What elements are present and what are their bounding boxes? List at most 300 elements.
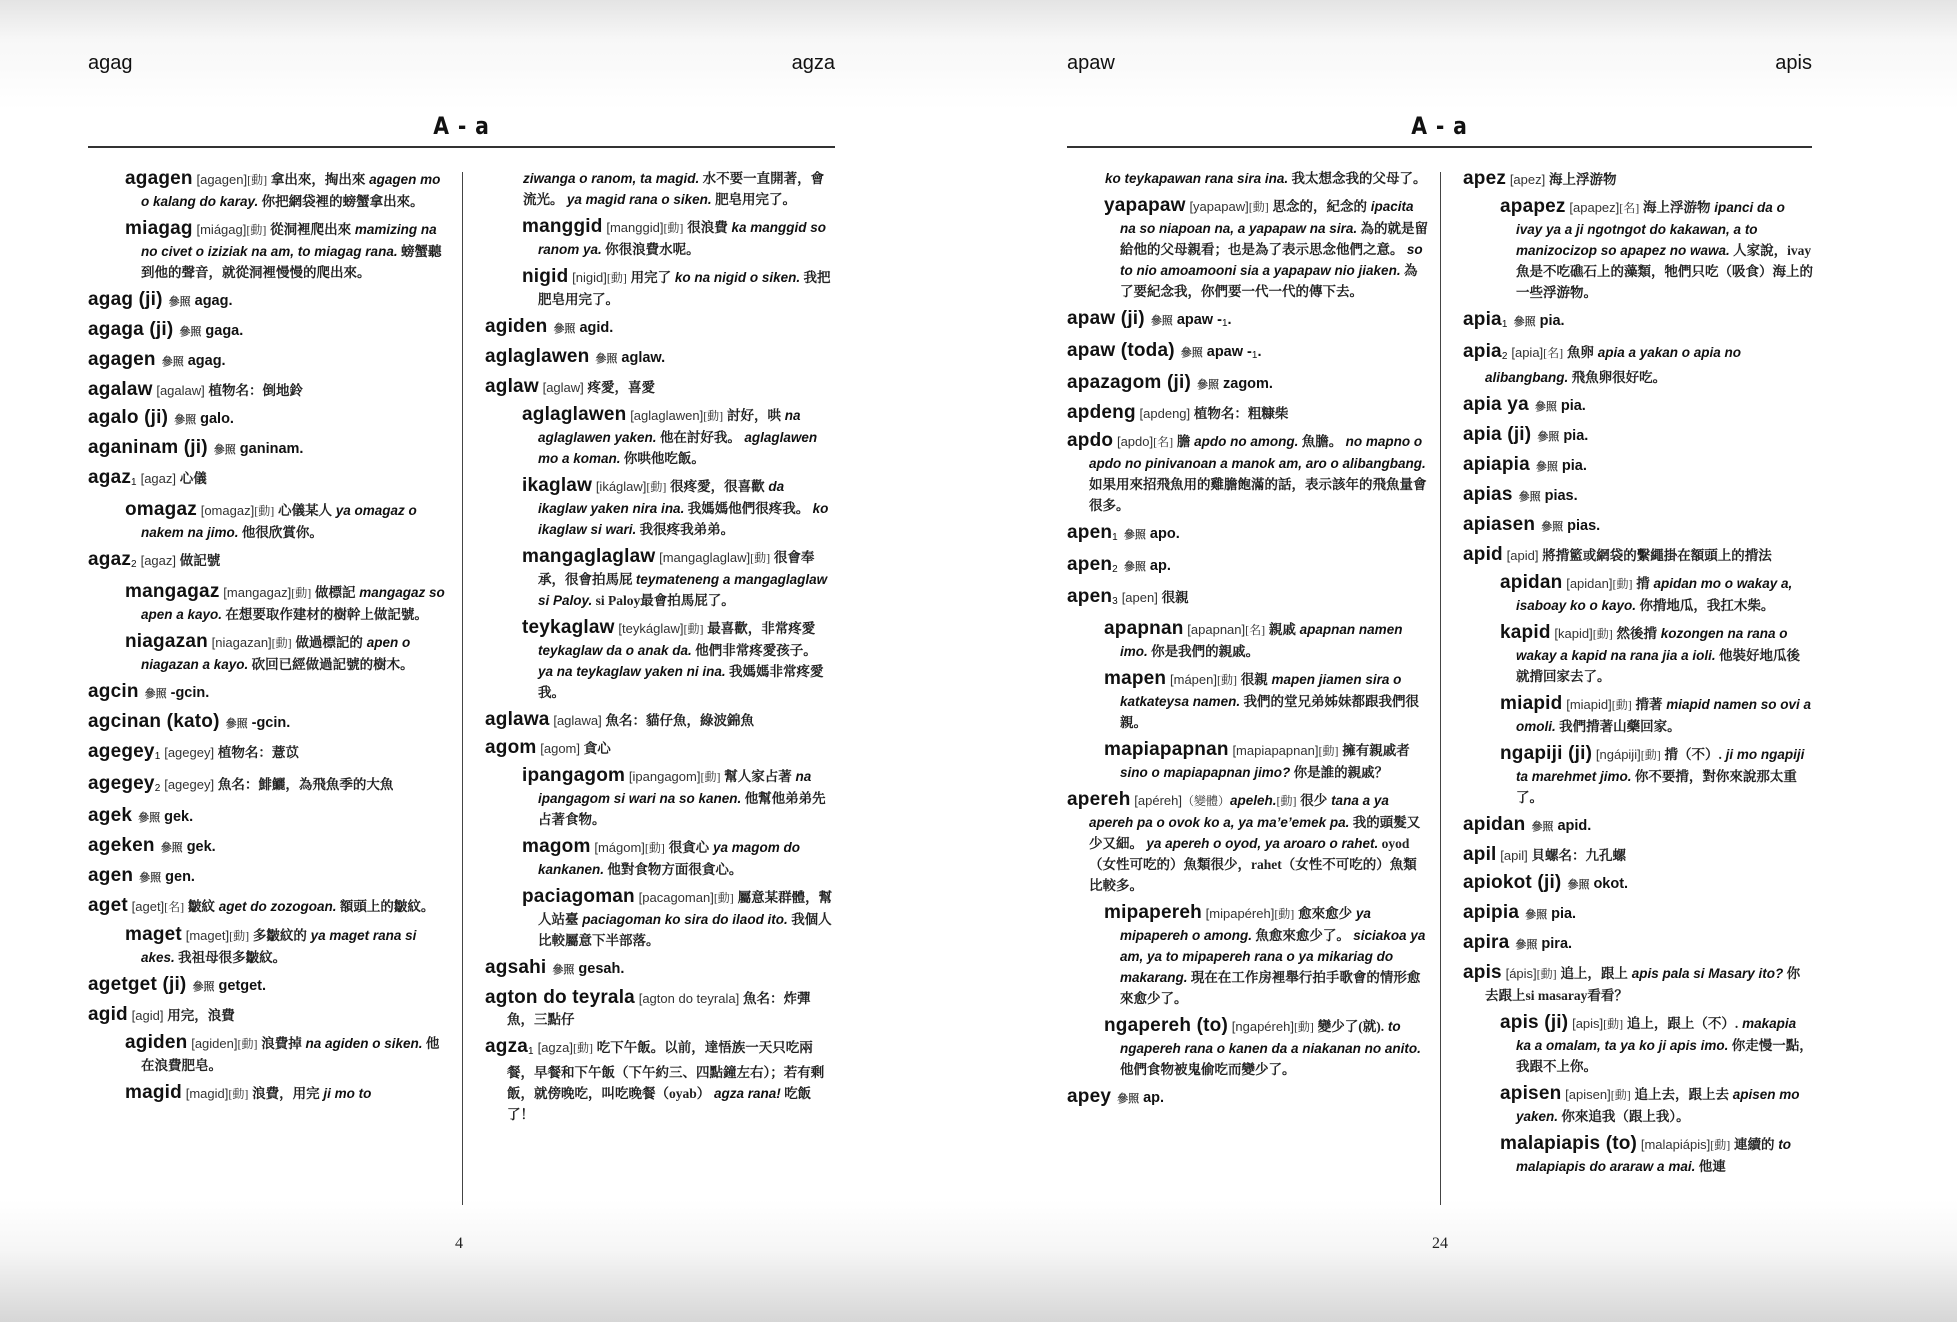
gloss: 魚名：炸彈魚，三點仔 xyxy=(507,991,811,1027)
headword: niagazan xyxy=(125,631,208,652)
pronunciation: [agza] xyxy=(537,1040,573,1055)
gloss: 海上浮游物 xyxy=(1549,172,1617,187)
translation-text: 你把網袋裡的螃蟹拿出來。 xyxy=(258,194,424,209)
cross-reference-entry xyxy=(88,805,450,829)
sub-entry xyxy=(485,836,835,880)
part-of-speech: [動] xyxy=(237,1037,258,1051)
reference-end: . xyxy=(1257,344,1262,360)
example-text: apapnan namen imo. xyxy=(1120,622,1403,659)
translation-text: 如果用來招飛魚用的雞膽飽滿的話，表示該年的飛魚量會很多。 xyxy=(1089,477,1427,513)
cross-reference-entry xyxy=(1463,902,1813,926)
example-text: sino o mapiapapnan jimo? xyxy=(1120,765,1291,780)
gloss: 連續的 xyxy=(1733,1137,1775,1152)
example-text: to malapiapis do araraw a mai. xyxy=(1516,1137,1791,1174)
dictionary-entry xyxy=(88,379,450,401)
gloss: 屬意某群體，幫人站臺 xyxy=(538,890,833,927)
pronunciation: [mapiapapnan] xyxy=(1232,743,1319,758)
part-of-speech: [動] xyxy=(1592,627,1613,641)
reference-target: ap. xyxy=(1143,1090,1165,1106)
part-of-speech: [動] xyxy=(1276,794,1297,808)
reference-target: pias. xyxy=(1567,518,1601,534)
headword: apia$_1$ xyxy=(1463,309,1508,330)
pronunciation: [ipangagom] xyxy=(628,769,701,784)
dictionary-entry xyxy=(485,376,835,398)
cross-reference-entry xyxy=(88,289,450,313)
pronunciation: [mápen] xyxy=(1170,672,1217,687)
pronunciation: [malapiápis] xyxy=(1640,1137,1711,1152)
gloss: 做過標記的 xyxy=(295,635,363,650)
example-text: ji mo to xyxy=(323,1086,372,1101)
headword: apia ya xyxy=(1463,394,1529,415)
page-number: 24 xyxy=(1432,1235,1448,1252)
sub-entry xyxy=(88,218,450,283)
example-text: makapia ka a omalam, ta ya ko ji apis imo. xyxy=(1516,1016,1797,1053)
reference-target: pia. xyxy=(1560,398,1586,414)
sub-entry xyxy=(1067,1015,1429,1080)
headword: agen xyxy=(88,865,134,886)
pronunciation: [ikáglaw] xyxy=(595,479,647,494)
sub-entry xyxy=(1067,195,1429,302)
reference-target: gesah. xyxy=(578,961,625,977)
cross-reference-entry xyxy=(1067,1086,1429,1110)
part-of-speech: [動] xyxy=(663,221,684,235)
cross-reference-entry xyxy=(88,319,450,343)
see-also-label: 參照 xyxy=(1534,401,1557,413)
headword: yapapaw xyxy=(1104,195,1186,216)
dictionary-entry xyxy=(88,549,450,575)
example-text: apia a yakan o apia no alibangbang. xyxy=(1485,345,1742,385)
cross-reference-entry xyxy=(1463,932,1813,956)
translation-text: 我媽媽他們很疼我。 xyxy=(684,501,813,516)
headword: teykaglaw xyxy=(522,617,615,638)
running-head-first: agag xyxy=(88,52,133,74)
part-of-speech: [動] xyxy=(1536,967,1557,981)
part-of-speech: [動] xyxy=(606,271,627,285)
headword: nigid xyxy=(522,266,569,287)
headword: mipapereh xyxy=(1104,902,1202,923)
part-of-speech: [動] xyxy=(750,551,771,565)
see-also-label: 參照 xyxy=(1180,347,1203,359)
headword: aglaw xyxy=(485,376,539,397)
headword: mangaglaglaw xyxy=(522,546,656,567)
see-also-label: 參照 xyxy=(192,981,215,993)
pronunciation: [maget] xyxy=(185,928,230,943)
see-also-label: 參照 xyxy=(595,353,618,365)
translation-text: 他裝好地瓜後就揹回家去了。 xyxy=(1516,648,1800,684)
section-rule xyxy=(1067,146,1812,148)
translation-text: 很會奉承，很會拍馬屁 xyxy=(538,550,815,587)
reference-target: gen. xyxy=(165,869,195,885)
pronunciation: [agegey] xyxy=(164,745,215,760)
example-text: ya magom do kankanen. xyxy=(538,840,800,877)
cross-reference-entry xyxy=(1463,394,1813,418)
headword: agiden xyxy=(125,1032,188,1053)
reference-target: agag. xyxy=(194,293,233,309)
gloss: 心儀 xyxy=(179,471,207,486)
translation-text: 魚膽。 xyxy=(1298,434,1346,449)
sub-entry xyxy=(1067,618,1429,662)
headword: apia$_2$ xyxy=(1463,341,1508,362)
dictionary-entry xyxy=(485,709,835,731)
dictionary-entry xyxy=(88,773,450,799)
example-text: na agiden o siken. xyxy=(305,1036,423,1051)
sub-entry xyxy=(485,765,835,830)
headword: apdeng xyxy=(1067,402,1136,423)
example-text: tana a ya apereh pa o ovok ko a, ya ma’e’emek pa. xyxy=(1089,793,1389,830)
homonym-number: 2 xyxy=(1501,351,1508,362)
headword: paciagoman xyxy=(522,886,635,907)
part-of-speech: [動] xyxy=(271,636,292,650)
pronunciation: [apil] xyxy=(1500,848,1528,863)
part-of-speech: [名] xyxy=(1543,346,1564,360)
example-text: siciakoa ya am, ya to mipapereh rana o ya mikariag do makarang. xyxy=(1120,928,1426,985)
headword: aglawa xyxy=(485,709,550,730)
translation-text: 他在討好我。 xyxy=(656,430,745,445)
translation-text: 我們揹著山藥回家。 xyxy=(1555,719,1681,734)
headword: agek xyxy=(88,805,133,826)
headword: apez xyxy=(1463,168,1507,189)
continued-entry-text xyxy=(485,168,835,210)
reference-target: zagom. xyxy=(1223,376,1273,392)
headword: apaw (toda) xyxy=(1067,340,1175,361)
gloss: 浪費掉 xyxy=(261,1036,302,1051)
headword: magid xyxy=(125,1082,182,1103)
pronunciation: [apid] xyxy=(1506,548,1539,563)
example-text: ji mo ngapiji ta marehmet jimo. xyxy=(1516,747,1805,784)
translation-text: 你是誰的親戚？ xyxy=(1290,765,1389,780)
translation-text: 他連 xyxy=(1695,1159,1726,1174)
sub-entry xyxy=(1463,1133,1813,1177)
dictionary-entry xyxy=(485,1036,835,1125)
column-divider xyxy=(1440,172,1441,1205)
see-also-label: 參照 xyxy=(1513,316,1536,328)
headword: apen$_1$ xyxy=(1067,522,1118,543)
gloss: 做標記 xyxy=(314,585,356,600)
example-text: paciagoman ko sira do ilaod ito. xyxy=(582,912,788,927)
see-also-label: 參照 xyxy=(139,872,162,884)
pronunciation: [apapnan] xyxy=(1187,622,1246,637)
gloss: 海上浮游物 xyxy=(1643,200,1711,215)
gloss: 親戚 xyxy=(1268,622,1296,637)
headword: apias xyxy=(1463,484,1513,505)
column-3 xyxy=(1067,168,1429,1116)
dictionary-entry xyxy=(485,737,835,759)
headword: omagaz xyxy=(125,499,197,520)
pronunciation: [yapapaw] xyxy=(1189,199,1249,214)
homonym-number: 1 xyxy=(528,1046,534,1057)
gloss: 浪費，用完 xyxy=(252,1086,320,1101)
part-of-speech: [動] xyxy=(1612,577,1633,591)
cross-reference-entry xyxy=(1463,424,1813,448)
cross-reference-entry xyxy=(88,681,450,705)
headword: apapnan xyxy=(1104,618,1184,639)
example-text: aglaglawen mo a koman. xyxy=(538,430,818,466)
reference-target: pias. xyxy=(1544,488,1578,504)
headword: aglaglawen xyxy=(485,346,590,367)
pronunciation: [niagazan] xyxy=(211,635,272,650)
dictionary-entry xyxy=(1463,544,1813,566)
translation-text: 吃飯了！ xyxy=(507,1086,812,1122)
homonym-number: 2 xyxy=(154,783,161,794)
translation-text: 你走慢一點，我跟不上你。 xyxy=(1516,1038,1813,1074)
cross-reference-entry xyxy=(1067,554,1429,580)
part-of-speech: [名] xyxy=(1153,435,1174,449)
reference-target: -gcin. xyxy=(251,715,291,731)
headword: agag (ji) xyxy=(88,289,163,310)
reference-target: apaw - xyxy=(1176,312,1222,328)
example-text: kozongen na rana o wakay a kapid na rana jia a ioli. xyxy=(1516,626,1788,663)
gloss: 吃下午飯。以前，達悟族一天只吃兩餐，早餐和下午飯（下午約三、四點鐘左右）；若有剩飯，就傍晚吃，叫吃晚餐（oyab） xyxy=(507,1040,825,1101)
headword: malapiapis (to) xyxy=(1500,1133,1638,1154)
gloss: 變少了(就). xyxy=(1317,1019,1385,1034)
headword: apiasen xyxy=(1463,514,1536,535)
homonym-number: 2 xyxy=(131,559,137,570)
headword: aganinam (ji) xyxy=(88,437,208,458)
gloss: 很親 xyxy=(1161,590,1189,605)
gloss: 貪心 xyxy=(583,741,611,756)
gloss: 從洞裡爬出來 xyxy=(270,222,352,237)
gloss: 做記號 xyxy=(179,553,221,568)
gloss: 幫人家占著 xyxy=(724,769,792,784)
reference-target: gaga. xyxy=(205,323,244,339)
reference-target: galo. xyxy=(200,411,234,427)
gloss: 拿出來，掏出來 xyxy=(270,172,366,187)
cross-reference-entry xyxy=(88,349,450,373)
pronunciation: [aget] xyxy=(131,899,165,914)
headword: apis xyxy=(1463,962,1502,983)
sub-entry xyxy=(485,617,835,703)
headword: agcin xyxy=(88,681,139,702)
example-text: apisen mo yaken. xyxy=(1516,1087,1800,1124)
pronunciation: [apis] xyxy=(1572,1016,1604,1031)
part-of-speech: [動] xyxy=(1640,748,1661,762)
headword: magom xyxy=(522,836,591,857)
cross-reference-entry xyxy=(88,711,450,735)
example-text: da ikaglaw yaken nira ina. xyxy=(538,479,785,516)
part-of-speech: [動] xyxy=(703,409,724,423)
see-also-label: 參照 xyxy=(552,964,575,976)
headword: agegey$_2$ xyxy=(88,773,161,794)
example-text: apis pala si Masary ito? xyxy=(1631,966,1784,981)
headword: miagag xyxy=(125,218,193,239)
translation-text: 螃蟹聽到他的聲音，就從洞裡慢慢的爬出來。 xyxy=(141,244,442,280)
translation-text: 你來追我（跟上我）。 xyxy=(1558,1109,1690,1124)
gloss: 植物名：倒地鈴 xyxy=(208,383,304,398)
example-text: mangagaz so apen a kayo. xyxy=(141,585,445,622)
reference-target: agid. xyxy=(579,320,614,336)
example-text: ya apereh o oyod, ya aroaro o rahet. xyxy=(1146,836,1379,851)
gloss: 皺紋 xyxy=(187,899,215,914)
pronunciation: [apez] xyxy=(1509,172,1546,187)
reference-target: pia. xyxy=(1539,313,1565,329)
see-also-label: 參照 xyxy=(174,414,197,426)
headword: maget xyxy=(125,924,182,945)
gloss: 魚名：鯡鱺，為飛魚季的大魚 xyxy=(217,777,394,792)
running-head-first: apaw xyxy=(1067,52,1115,74)
part-of-speech: [動] xyxy=(1603,1017,1624,1031)
gloss: 很貪心 xyxy=(668,840,710,855)
sub-entry xyxy=(88,631,450,675)
translation-text: 在想要取作建材的樹幹上做記號。 xyxy=(222,607,428,622)
gloss: 很疼愛，很喜歡 xyxy=(670,479,765,494)
reference-target: okot. xyxy=(1593,876,1629,892)
translation-text: 我個人比較屬意下半部落。 xyxy=(538,912,832,948)
part-of-speech: （變體） xyxy=(1181,794,1230,808)
headword: agalaw xyxy=(88,379,153,400)
headword: apen$_3$ xyxy=(1067,586,1118,607)
part-of-speech: [名] xyxy=(1619,201,1640,215)
pronunciation: [ngapéreh] xyxy=(1231,1019,1294,1034)
part-of-speech: [動] xyxy=(1710,1138,1731,1152)
translation-text: 為了要紀念我，你們要一代一代的傳下去。 xyxy=(1120,263,1418,299)
part-of-speech: [動] xyxy=(229,929,250,943)
headword: mapen xyxy=(1104,668,1167,689)
example-text: agagen mo o kalang do karay. xyxy=(141,172,441,209)
cross-reference-entry xyxy=(88,974,450,998)
homonym-number: 3 xyxy=(1112,596,1118,607)
pronunciation: [agiden] xyxy=(191,1036,238,1051)
dictionary-entry xyxy=(1463,341,1813,388)
pronunciation: [apisen] xyxy=(1565,1087,1611,1102)
part-of-speech: [動] xyxy=(1293,1020,1314,1034)
pronunciation: [teykáglaw] xyxy=(618,621,684,636)
part-of-speech: [動] xyxy=(700,770,721,784)
translation-text: 你揹地瓜，我扛木柴。 xyxy=(1636,598,1775,613)
headword: agid xyxy=(88,1004,128,1025)
translation-text: 你去跟上si masaray看看？ xyxy=(1485,966,1801,1003)
gloss: 疼愛，喜愛 xyxy=(587,380,656,395)
headword: apiapia xyxy=(1463,454,1530,475)
headword: agetget (ji) xyxy=(88,974,187,995)
pronunciation: [agid] xyxy=(131,1008,164,1023)
variant-form: apeleh. xyxy=(1230,793,1277,808)
reference-target: apaw - xyxy=(1206,344,1252,360)
cross-reference-entry xyxy=(1067,522,1429,548)
pronunciation: [ápis] xyxy=(1505,966,1537,981)
gloss: 討好，哄 xyxy=(726,408,781,423)
sub-entry xyxy=(88,168,450,212)
example-text: mamizing na no civet o iziziak na am, to miagag rana. xyxy=(141,222,437,259)
see-also-label: 參照 xyxy=(1197,379,1220,391)
translation-text: 砍回已經做過記號的樹木。 xyxy=(248,657,414,672)
pronunciation: [omagaz] xyxy=(200,503,255,518)
reference-target: gek. xyxy=(186,839,216,855)
example-text: aget do zozogoan. xyxy=(218,899,337,914)
example-text: na ipangagom si wari na so kanen. xyxy=(538,769,812,806)
headword: ageken xyxy=(88,835,155,856)
continued-entry-text xyxy=(1067,168,1429,189)
cross-reference-entry xyxy=(1067,308,1429,334)
example-text: no mapno o apdo no pinivanoan a manok am, aro o alibangbang. xyxy=(1089,434,1426,471)
gloss: 揹 xyxy=(1636,576,1650,591)
part-of-speech: [動] xyxy=(573,1041,593,1055)
see-also-label: 參照 xyxy=(225,718,248,730)
pronunciation: [nigid] xyxy=(572,270,607,285)
pronunciation: [apidan] xyxy=(1566,576,1613,591)
gloss: 揹著 xyxy=(1635,697,1663,712)
part-of-speech: [動] xyxy=(1611,698,1632,712)
dictionary-entry xyxy=(1463,844,1813,866)
example-text: na aglaglawen yaken. xyxy=(538,408,801,445)
reference-target: pira. xyxy=(1541,936,1573,952)
part-of-speech: [動] xyxy=(1248,200,1269,214)
example-text: apen o niagazan a kayo. xyxy=(141,635,411,672)
see-also-label: 參照 xyxy=(179,326,202,338)
cross-reference-entry xyxy=(88,865,450,889)
headword: agagen xyxy=(125,168,193,189)
reference-target: getget. xyxy=(218,978,266,994)
dictionary-entry xyxy=(1067,586,1429,612)
dictionary-entry xyxy=(1067,789,1429,896)
see-also-label: 參照 xyxy=(1567,879,1590,891)
translation-text: si Paloy最會拍馬屁了。 xyxy=(592,593,735,608)
headword: agza$_1$ xyxy=(485,1036,534,1057)
example-text: mapen jiamen sira o katkateysa namen. xyxy=(1120,672,1402,709)
pronunciation: [agom] xyxy=(540,741,580,756)
translation-text: 肥皂用完了。 xyxy=(711,192,797,207)
homonym-number: 1 xyxy=(1112,532,1118,543)
translation-text: 我很疼我弟弟。 xyxy=(636,522,735,537)
left-page xyxy=(88,0,835,1322)
part-of-speech: [動] xyxy=(247,173,268,187)
pronunciation: [mipapéreh] xyxy=(1205,906,1275,921)
see-also-label: 參照 xyxy=(1150,315,1173,327)
see-also-label: 參照 xyxy=(1535,461,1558,473)
gloss: 思念的，紀念的 xyxy=(1272,199,1367,214)
example-text: apidan mo o wakay a, isaboay ko o kayo. xyxy=(1516,576,1793,613)
see-also-label: 參照 xyxy=(1518,491,1541,503)
gloss: 用完了 xyxy=(630,270,672,285)
headword: agegey$_1$ xyxy=(88,741,161,762)
pronunciation: [agton do teyrala] xyxy=(638,991,740,1006)
cross-reference-entry xyxy=(1067,340,1429,366)
translation-text: 你是我們的親戚。 xyxy=(1147,644,1260,659)
headword: aget xyxy=(88,895,128,916)
translation-text: 我太想念我的父母了。 xyxy=(1288,171,1427,186)
part-of-speech: [動] xyxy=(254,504,275,518)
headword: ikaglaw xyxy=(522,475,593,496)
sub-entry xyxy=(485,886,835,951)
translation-text: 我們的堂兄弟姊妹都跟我們很親。 xyxy=(1120,694,1419,730)
part-of-speech: [動] xyxy=(646,480,667,494)
pronunciation: [kapid] xyxy=(1554,626,1593,641)
example-text: ipanci da o ivay ya a ji ngotngot do kakawan, a to manizocizop so apapez no wawa. xyxy=(1516,200,1785,258)
running-head-last: agza xyxy=(791,52,835,74)
gloss: 魚卵 xyxy=(1566,345,1594,360)
pronunciation: [aglawa] xyxy=(553,713,602,728)
example-text: teykaglaw da o anak da. xyxy=(538,643,692,658)
headword: mangagaz xyxy=(125,581,220,602)
dictionary-entry xyxy=(1067,402,1429,424)
cross-reference-entry xyxy=(88,835,450,859)
example-text: so to nio amoamooni sia a yapapaw nio jiaken. xyxy=(1120,242,1423,278)
translation-text: 他在浪費肥皂。 xyxy=(141,1036,440,1073)
pronunciation: [magid] xyxy=(185,1086,229,1101)
part-of-speech: [動] xyxy=(1274,907,1295,921)
pronunciation: [apia] xyxy=(1511,345,1544,360)
reference-target: pia. xyxy=(1561,458,1587,474)
translation-text: oyod（女性可吃的）魚類很少，rahet（女性不可吃的）魚類比較多。 xyxy=(1089,836,1417,893)
reference-target: -gcin. xyxy=(170,685,210,701)
translation-text: 魚愈來愈少了。 xyxy=(1252,928,1354,943)
translation-text: 你很浪費水呢。 xyxy=(601,242,700,257)
example-text: miapid namen so ovi a omoli. xyxy=(1516,697,1812,734)
example-text: teymateneng a mangaglaglaw si Paloy. xyxy=(538,572,828,608)
example-text: ziwanga o ranom, ta magid. xyxy=(523,171,700,186)
reference-number: 1 xyxy=(1221,318,1228,329)
sub-entry xyxy=(485,404,835,469)
homonym-number: 2 xyxy=(1112,564,1118,575)
